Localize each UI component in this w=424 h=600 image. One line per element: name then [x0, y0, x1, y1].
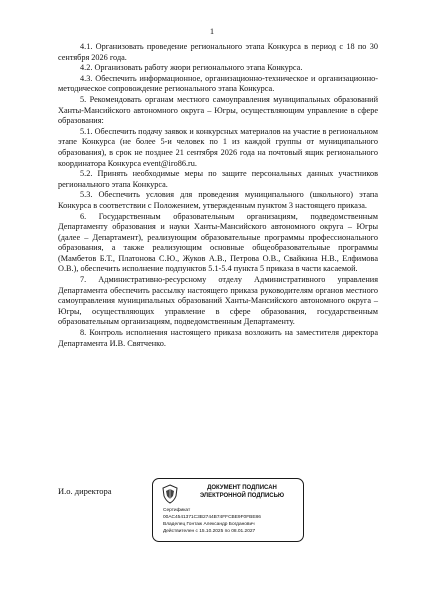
paragraph-6: 6. Государственным образовательным организациям, подведомственным Департаменту образования и науки Ханты-Мансийского автономного округа – Югры (далее – Департамент), реализующим образовательные программы профессионального образования, а также реализующим основные общеобразовательные программы (Мамбетов Б.Т., Платонова С.Ю., Жуков А.В., Петрова О.В., Свайкина Н.В., Елфимова О.В.), обеспечить исполнение подпунктов 5.1-5.4 пункта 5 приказа в части касаемой. — [58, 211, 378, 274]
paragraph-4-2: 4.2. Организовать работу жюри регионального этапа Конкурса. — [80, 63, 303, 73]
paragraph-7: 7. Административно-ресурсному отделу Административного управления Департамента обеспечить рассылку настоящего приказа руководителям органов местного самоуправления муниципальных образований Ханты-Мансийского автономного округа – Югры, осуществляющих управление в сфере образования, государственным образовательным организациям, подведомственным Департаменту. — [58, 275, 378, 327]
stamp-title — [183, 484, 301, 500]
paragraph-5-2: 5.2. Принять необходимые меры по защите персональных данных участников регионального этапа Конкурса. — [58, 169, 378, 189]
page-number: 1 — [209, 26, 215, 36]
paragraph-4-3: 4.3. Обеспечить информационное, организационно-техническое и организационно-методическое сопровождение регионального этапа Конкурса. — [58, 73, 378, 94]
coat-of-arms-icon — [160, 484, 180, 504]
document-body — [58, 42, 378, 349]
paragraph-5: 5. Рекомендовать органам местного самоуправления муниципальных образований Ханты-Мансийского автономного округа – Югры, осуществляющим управление в сфере образования: — [58, 94, 378, 126]
stamp-title-line1: ДОКУМЕНТ ПОДПИСАН — [207, 485, 277, 491]
certificate-owner: Владелец Гонтаж Александр Богданович — [163, 522, 255, 527]
paragraph-5-1: 5.1. Обеспечить подачу заявок и конкурсных материалов на участие в региональном этапе Конкурса (не более 5-и человек по 1 из каждой группы от муниципального образования), в срок не позднее 21 сентября 2026 года на почтовый ящик регионального координатора Конкурса event@iro86.ru. — [58, 126, 378, 168]
certificate-label: Сертификат — [163, 508, 191, 513]
signer-title: И.о. директора — [58, 486, 112, 496]
electronic-signature-stamp — [152, 478, 304, 542]
certificate-validity: Действителен с 15.10.2025 по 08.01.2027 — [163, 529, 256, 534]
certificate-number: 00AC4541371C3B2744B74FFCBE9F0FBE86 — [163, 515, 261, 520]
paragraph-8: 8. Контроль исполнения настоящего приказа возложить на заместителя директора Департамента И.В. Святченко. — [58, 328, 378, 348]
stamp-title-line2: ЭЛЕКТРОННОЙ ПОДПИСЬЮ — [199, 493, 285, 499]
paragraph-5-3: 5.3. Обеспечить условия для проведения муниципального (школьного) этапа Конкурса в соответствии с Положением, утвержденным пунктом 3 настоящего приказа. — [58, 190, 378, 210]
paragraph-4-1: 4.1. Организовать проведение регионального этапа Конкурса в период с 18 по 30 сентября 2026 года. — [58, 42, 378, 62]
